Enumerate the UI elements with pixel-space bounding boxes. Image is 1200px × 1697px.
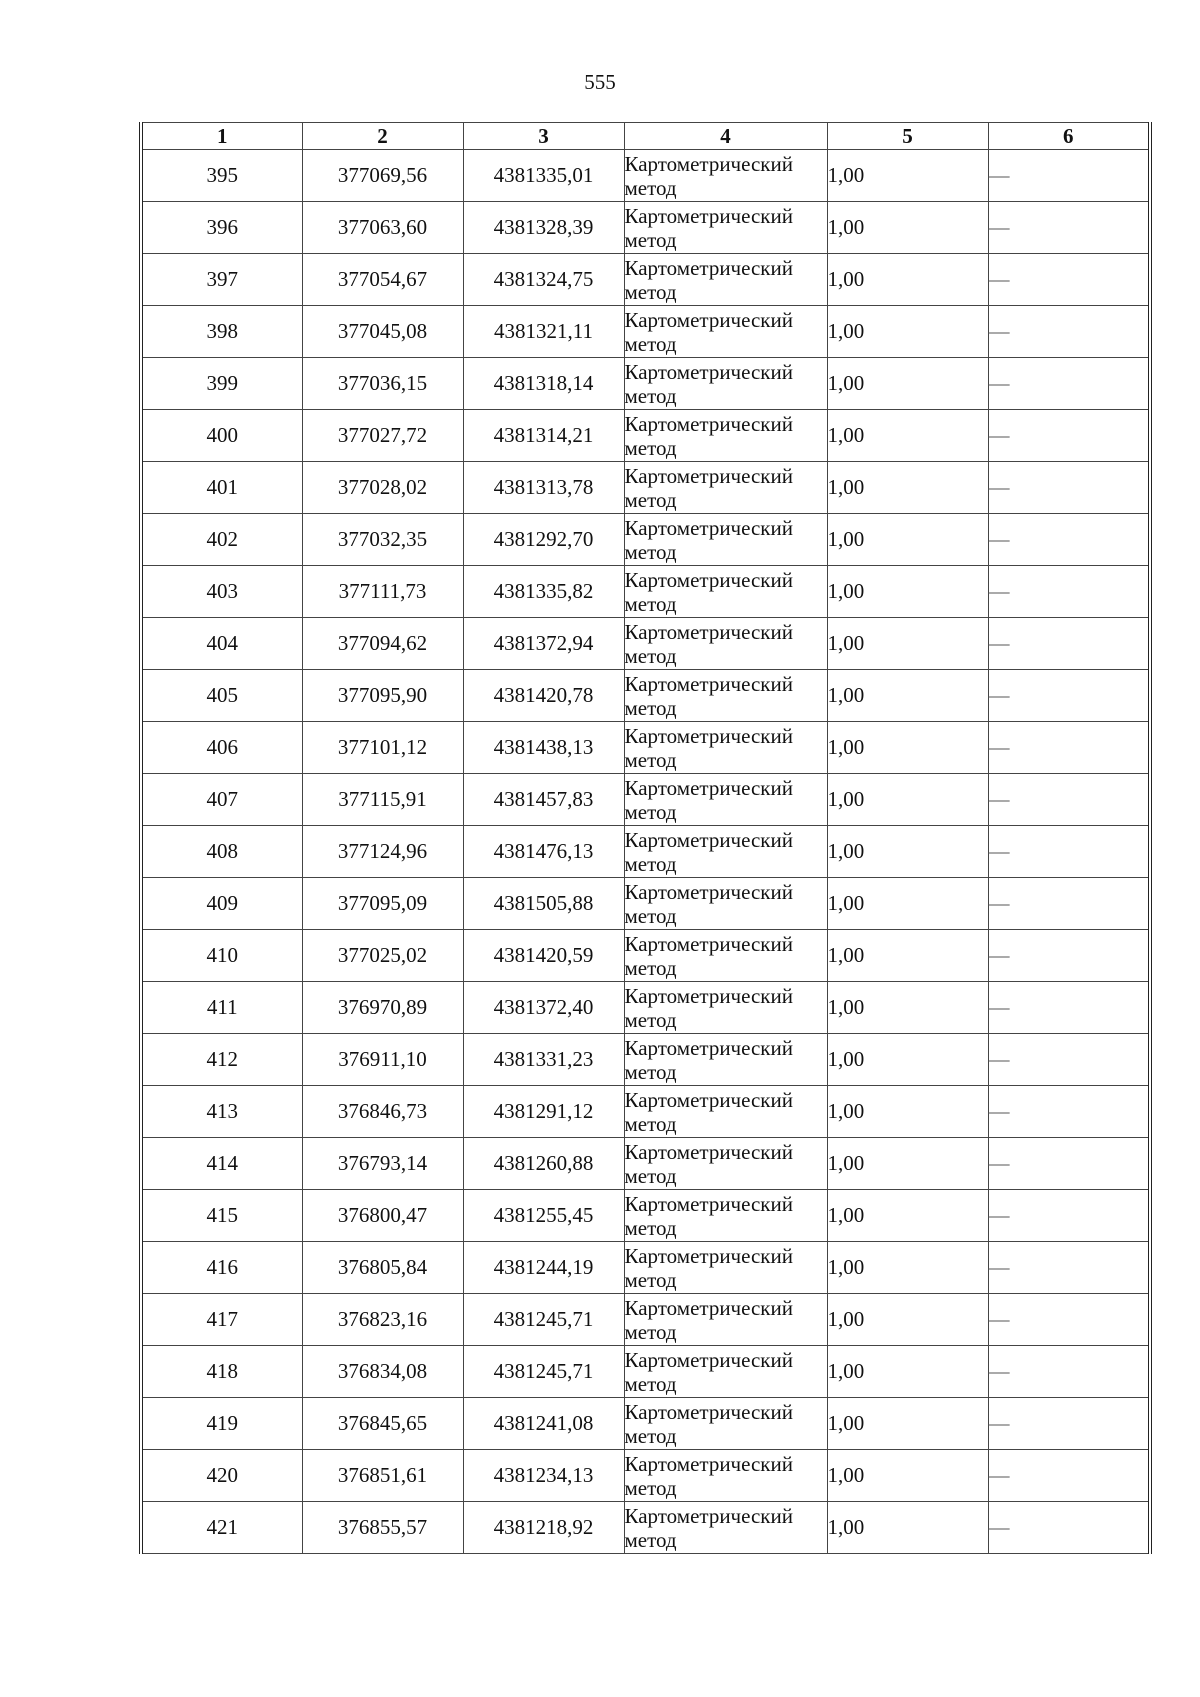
y-coordinate-cell: 4381318,14: [463, 358, 624, 410]
note-cell: —: [988, 1502, 1150, 1554]
y-coordinate-cell: 4381328,39: [463, 202, 624, 254]
note-cell: —: [988, 514, 1150, 566]
point-number-cell: 398: [141, 306, 302, 358]
y-coordinate-cell: 4381505,88: [463, 878, 624, 930]
note-cell: —: [988, 1034, 1150, 1086]
method-cell: Картометрический метод: [624, 982, 827, 1034]
note-cell: —: [988, 930, 1150, 982]
method-cell: Картометрический метод: [624, 150, 827, 202]
table-header: [141, 123, 1150, 150]
point-number-cell: 420: [141, 1450, 302, 1502]
note-cell: —: [988, 306, 1150, 358]
accuracy-cell: 1,00: [827, 1034, 988, 1086]
accuracy-cell: 1,00: [827, 202, 988, 254]
point-number-cell: 400: [141, 410, 302, 462]
note-cell: —: [988, 150, 1150, 202]
y-coordinate-cell: 4381476,13: [463, 826, 624, 878]
note-cell: —: [988, 1294, 1150, 1346]
x-coordinate-cell: 376823,16: [302, 1294, 463, 1346]
page-number: 555: [584, 70, 616, 94]
note-cell: —: [988, 410, 1150, 462]
table-row: [141, 1398, 1150, 1450]
point-number-cell: 414: [141, 1138, 302, 1190]
point-number-cell: 413: [141, 1086, 302, 1138]
table-row: [141, 462, 1150, 514]
x-coordinate-cell: 376834,08: [302, 1346, 463, 1398]
accuracy-cell: 1,00: [827, 982, 988, 1034]
x-coordinate-cell: 377028,02: [302, 462, 463, 514]
point-number-cell: 399: [141, 358, 302, 410]
table-row: [141, 722, 1150, 774]
x-coordinate-cell: 377025,02: [302, 930, 463, 982]
note-cell: —: [988, 1242, 1150, 1294]
accuracy-cell: 1,00: [827, 722, 988, 774]
method-cell: Картометрический метод: [624, 1346, 827, 1398]
y-coordinate-cell: 4381372,94: [463, 618, 624, 670]
point-number-cell: 405: [141, 670, 302, 722]
x-coordinate-cell: 377045,08: [302, 306, 463, 358]
y-coordinate-cell: 4381335,82: [463, 566, 624, 618]
method-cell: Картометрический метод: [624, 566, 827, 618]
method-cell: Картометрический метод: [624, 1138, 827, 1190]
table-row: [141, 150, 1150, 202]
point-number-cell: 415: [141, 1190, 302, 1242]
note-cell: —: [988, 1086, 1150, 1138]
table-row: [141, 1138, 1150, 1190]
accuracy-cell: 1,00: [827, 150, 988, 202]
point-number-cell: 417: [141, 1294, 302, 1346]
table-row: [141, 774, 1150, 826]
x-coordinate-cell: 377095,09: [302, 878, 463, 930]
x-coordinate-cell: 377063,60: [302, 202, 463, 254]
method-cell: Картометрический метод: [624, 722, 827, 774]
table-row: [141, 826, 1150, 878]
x-coordinate-cell: 377036,15: [302, 358, 463, 410]
table-row: [141, 1190, 1150, 1242]
x-coordinate-cell: 377095,90: [302, 670, 463, 722]
y-coordinate-cell: 4381372,40: [463, 982, 624, 1034]
x-coordinate-cell: 377027,72: [302, 410, 463, 462]
y-coordinate-cell: 4381260,88: [463, 1138, 624, 1190]
y-coordinate-cell: 4381420,59: [463, 930, 624, 982]
header-row: [141, 123, 1150, 150]
accuracy-cell: 1,00: [827, 514, 988, 566]
header-col-1: 1: [141, 123, 302, 150]
accuracy-cell: 1,00: [827, 1398, 988, 1450]
x-coordinate-cell: 376855,57: [302, 1502, 463, 1554]
method-cell: Картометрический метод: [624, 774, 827, 826]
y-coordinate-cell: 4381438,13: [463, 722, 624, 774]
header-col-4: 4: [624, 123, 827, 150]
table-row: [141, 982, 1150, 1034]
method-cell: Картометрический метод: [624, 670, 827, 722]
accuracy-cell: 1,00: [827, 1294, 988, 1346]
note-cell: —: [988, 1398, 1150, 1450]
x-coordinate-cell: 377124,96: [302, 826, 463, 878]
accuracy-cell: 1,00: [827, 1138, 988, 1190]
y-coordinate-cell: 4381324,75: [463, 254, 624, 306]
point-number-cell: 419: [141, 1398, 302, 1450]
y-coordinate-cell: 4381255,45: [463, 1190, 624, 1242]
y-coordinate-cell: 4381245,71: [463, 1294, 624, 1346]
x-coordinate-cell: 376970,89: [302, 982, 463, 1034]
x-coordinate-cell: 377032,35: [302, 514, 463, 566]
method-cell: Картометрический метод: [624, 930, 827, 982]
accuracy-cell: 1,00: [827, 1450, 988, 1502]
method-cell: Картометрический метод: [624, 514, 827, 566]
y-coordinate-cell: 4381241,08: [463, 1398, 624, 1450]
method-cell: Картометрический метод: [624, 1034, 827, 1086]
note-cell: —: [988, 1190, 1150, 1242]
table-row: [141, 566, 1150, 618]
method-cell: Картометрический метод: [624, 878, 827, 930]
accuracy-cell: 1,00: [827, 1086, 988, 1138]
point-number-cell: 418: [141, 1346, 302, 1398]
table-row: [141, 618, 1150, 670]
point-number-cell: 421: [141, 1502, 302, 1554]
note-cell: —: [988, 618, 1150, 670]
y-coordinate-cell: 4381335,01: [463, 150, 624, 202]
accuracy-cell: 1,00: [827, 1502, 988, 1554]
x-coordinate-cell: 377115,91: [302, 774, 463, 826]
x-coordinate-cell: 377111,73: [302, 566, 463, 618]
accuracy-cell: 1,00: [827, 826, 988, 878]
table-row: [141, 1346, 1150, 1398]
accuracy-cell: 1,00: [827, 254, 988, 306]
method-cell: Картометрический метод: [624, 1190, 827, 1242]
y-coordinate-cell: 4381313,78: [463, 462, 624, 514]
method-cell: Картометрический метод: [624, 1242, 827, 1294]
note-cell: —: [988, 722, 1150, 774]
table-row: [141, 306, 1150, 358]
method-cell: Картометрический метод: [624, 1398, 827, 1450]
point-number-cell: 395: [141, 150, 302, 202]
y-coordinate-cell: 4381420,78: [463, 670, 624, 722]
point-number-cell: 416: [141, 1242, 302, 1294]
accuracy-cell: 1,00: [827, 410, 988, 462]
point-number-cell: 401: [141, 462, 302, 514]
note-cell: —: [988, 254, 1150, 306]
point-number-cell: 396: [141, 202, 302, 254]
table-row: [141, 1450, 1150, 1502]
point-number-cell: 408: [141, 826, 302, 878]
y-coordinate-cell: 4381234,13: [463, 1450, 624, 1502]
method-cell: Картометрический метод: [624, 358, 827, 410]
table-row: [141, 1086, 1150, 1138]
y-coordinate-cell: 4381245,71: [463, 1346, 624, 1398]
accuracy-cell: 1,00: [827, 670, 988, 722]
point-number-cell: 397: [141, 254, 302, 306]
note-cell: —: [988, 774, 1150, 826]
y-coordinate-cell: 4381218,92: [463, 1502, 624, 1554]
accuracy-cell: 1,00: [827, 930, 988, 982]
y-coordinate-cell: 4381291,12: [463, 1086, 624, 1138]
table-row: [141, 410, 1150, 462]
y-coordinate-cell: 4381457,83: [463, 774, 624, 826]
method-cell: Картометрический метод: [624, 254, 827, 306]
coordinates-table: [139, 122, 1152, 1554]
x-coordinate-cell: 376845,65: [302, 1398, 463, 1450]
header-col-5: 5: [827, 123, 988, 150]
y-coordinate-cell: 4381321,11: [463, 306, 624, 358]
method-cell: Картометрический метод: [624, 306, 827, 358]
y-coordinate-cell: 4381292,70: [463, 514, 624, 566]
accuracy-cell: 1,00: [827, 358, 988, 410]
accuracy-cell: 1,00: [827, 1346, 988, 1398]
y-coordinate-cell: 4381314,21: [463, 410, 624, 462]
point-number-cell: 410: [141, 930, 302, 982]
table-row: [141, 670, 1150, 722]
x-coordinate-cell: 377069,56: [302, 150, 463, 202]
x-coordinate-cell: 377101,12: [302, 722, 463, 774]
point-number-cell: 406: [141, 722, 302, 774]
table-row: [141, 878, 1150, 930]
x-coordinate-cell: 377054,67: [302, 254, 463, 306]
method-cell: Картометрический метод: [624, 410, 827, 462]
y-coordinate-cell: 4381331,23: [463, 1034, 624, 1086]
accuracy-cell: 1,00: [827, 878, 988, 930]
point-number-cell: 412: [141, 1034, 302, 1086]
method-cell: Картометрический метод: [624, 1086, 827, 1138]
note-cell: —: [988, 566, 1150, 618]
table-row: [141, 254, 1150, 306]
accuracy-cell: 1,00: [827, 566, 988, 618]
note-cell: —: [988, 878, 1150, 930]
header-col-3: 3: [463, 123, 624, 150]
header-col-6: 6: [988, 123, 1150, 150]
table-row: [141, 1502, 1150, 1554]
note-cell: —: [988, 670, 1150, 722]
note-cell: —: [988, 1138, 1150, 1190]
x-coordinate-cell: 376805,84: [302, 1242, 463, 1294]
x-coordinate-cell: 376911,10: [302, 1034, 463, 1086]
point-number-cell: 403: [141, 566, 302, 618]
method-cell: Картометрический метод: [624, 202, 827, 254]
method-cell: Картометрический метод: [624, 462, 827, 514]
accuracy-cell: 1,00: [827, 618, 988, 670]
x-coordinate-cell: 376800,47: [302, 1190, 463, 1242]
y-coordinate-cell: 4381244,19: [463, 1242, 624, 1294]
header-col-2: 2: [302, 123, 463, 150]
method-cell: Картометрический метод: [624, 618, 827, 670]
point-number-cell: 404: [141, 618, 302, 670]
note-cell: —: [988, 462, 1150, 514]
method-cell: Картометрический метод: [624, 1294, 827, 1346]
note-cell: —: [988, 358, 1150, 410]
table-row: [141, 202, 1150, 254]
method-cell: Картометрический метод: [624, 1450, 827, 1502]
point-number-cell: 402: [141, 514, 302, 566]
accuracy-cell: 1,00: [827, 774, 988, 826]
x-coordinate-cell: 376851,61: [302, 1450, 463, 1502]
point-number-cell: 407: [141, 774, 302, 826]
table-row: [141, 514, 1150, 566]
table-row: [141, 1242, 1150, 1294]
method-cell: Картометрический метод: [624, 1502, 827, 1554]
note-cell: —: [988, 826, 1150, 878]
method-cell: Картометрический метод: [624, 826, 827, 878]
x-coordinate-cell: 376846,73: [302, 1086, 463, 1138]
accuracy-cell: 1,00: [827, 1242, 988, 1294]
note-cell: —: [988, 1450, 1150, 1502]
accuracy-cell: 1,00: [827, 306, 988, 358]
table-row: [141, 930, 1150, 982]
point-number-cell: 409: [141, 878, 302, 930]
note-cell: —: [988, 202, 1150, 254]
point-number-cell: 411: [141, 982, 302, 1034]
accuracy-cell: 1,00: [827, 1190, 988, 1242]
x-coordinate-cell: 377094,62: [302, 618, 463, 670]
table-body: [141, 150, 1150, 1554]
table-row: [141, 1294, 1150, 1346]
accuracy-cell: 1,00: [827, 462, 988, 514]
note-cell: —: [988, 1346, 1150, 1398]
table-row: [141, 358, 1150, 410]
x-coordinate-cell: 376793,14: [302, 1138, 463, 1190]
note-cell: —: [988, 982, 1150, 1034]
table-row: [141, 1034, 1150, 1086]
